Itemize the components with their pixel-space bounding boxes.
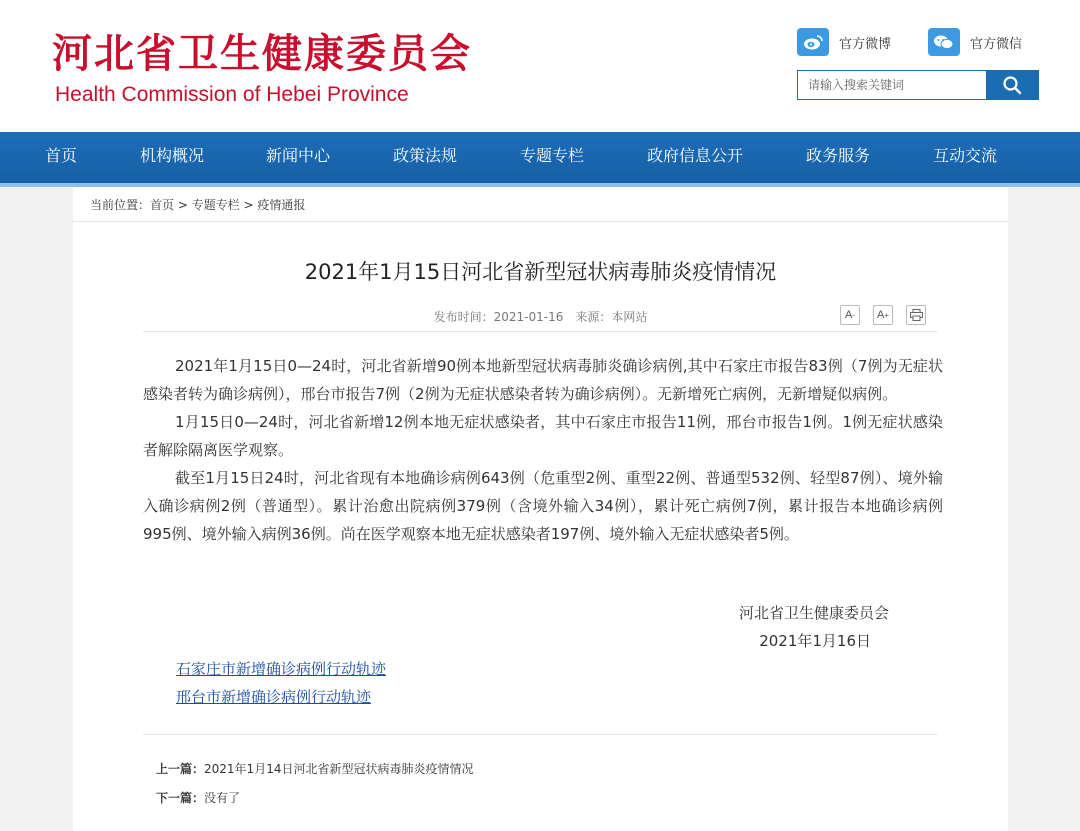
nav-item-home[interactable]: 首页: [45, 146, 78, 165]
article-toolbar: [840, 305, 926, 325]
prev-article[interactable]: [156, 755, 473, 784]
article-signature: [689, 599, 889, 655]
nav-item-services[interactable]: 政务服务: [806, 146, 871, 165]
next-article: [156, 784, 473, 813]
nav-item-interaction[interactable]: 互动交流: [933, 146, 998, 165]
breadcrumb-home[interactable]: 首页: [150, 198, 175, 212]
signature-date: 2021年1月16日: [759, 632, 871, 650]
font-decrease-label: A: [844, 309, 853, 321]
link-shijiazhuang-trajectory[interactable]: 石家庄市新增确诊病例行动轨迹: [176, 660, 387, 678]
prev-label: 上一篇：: [156, 762, 205, 776]
divider: [143, 734, 938, 735]
breadcrumb-separator: >: [174, 198, 192, 212]
weibo-icon[interactable]: [797, 28, 829, 56]
signature-org: 河北省卫生健康委员会: [738, 604, 889, 622]
breadcrumb-section[interactable]: 专题专栏: [191, 198, 240, 212]
breadcrumb: [90, 196, 305, 213]
breadcrumb-separator: >: [239, 198, 258, 212]
article-title: 2021年1月15日河北省新型冠状病毒肺炎疫情情况: [304, 260, 777, 284]
article-paragraph: 1月15日0—24时，河北省新增12例本地无症状感染者，其中石家庄市报告11例，邢台市报告1例。1例无症状感染者解除隔离医学观察。: [143, 413, 943, 459]
divider: [143, 331, 938, 332]
print-icon: [910, 309, 923, 321]
article-pagination: [156, 755, 473, 813]
site-header: [0, 0, 1080, 132]
nav-item-about[interactable]: 机构概况: [140, 146, 205, 165]
search-icon: [1002, 75, 1022, 95]
nav-item-policy[interactable]: 政策法规: [393, 146, 458, 165]
weibo-label[interactable]: 官方微博: [839, 36, 892, 52]
font-increase-button[interactable]: A +: [873, 305, 893, 325]
wechat-label[interactable]: 官方微信: [970, 36, 1023, 52]
next-title: 没有了: [204, 791, 241, 805]
link-xingtai-trajectory[interactable]: 邢台市新增确诊病例行动轨迹: [176, 688, 372, 706]
site-logo-cn[interactable]: 河北省卫生健康委员会: [52, 31, 472, 77]
article-paragraph: 截至1月15日24时，河北省现有本地确诊病例643例（危重型2例、重型22例、普通型532例、轻型87例）、境外输入确诊病例2例（普通型）。累计治愈出院病例379例（含境外输入34例），累计死亡病例7例，累计报告本地确诊病例995例、境外输入病例36例。尚在医学观察本地无症状感染者197例、境外输入无症状感染者5例。: [143, 469, 943, 543]
weibo-link[interactable]: [797, 28, 891, 56]
publish-time: 发布时间：2021-01-16: [433, 310, 564, 324]
wechat-link[interactable]: [928, 28, 1022, 56]
main-nav: [0, 132, 1080, 187]
article-paragraph: 2021年1月15日0—24时，河北省新增90例本地新型冠状病毒肺炎确诊病例,其中石家庄市报告83例（7例为无症状感染者转为确诊病例），邢台市报告7例（2例为无症状感染者转为确诊病例）。无新增死亡病例，无新增疑似病例。: [143, 357, 943, 403]
nav-item-special[interactable]: 专题专栏: [520, 146, 585, 165]
search-box: [797, 70, 1039, 100]
article-source: 来源：本网站: [575, 310, 648, 324]
next-label: 下一篇：: [156, 791, 205, 805]
article-body: [143, 352, 943, 548]
search-button[interactable]: [986, 71, 1038, 99]
related-links: [176, 655, 386, 711]
top-strip: [0, 0, 1080, 8]
divider: [73, 221, 1008, 222]
breadcrumb-current[interactable]: 疫情通报: [257, 198, 306, 212]
content-panel: [73, 187, 1008, 831]
site-logo-en[interactable]: Health Commission of Hebei Province: [55, 83, 409, 106]
prev-title[interactable]: 2021年1月14日河北省新型冠状病毒肺炎疫情情况: [204, 762, 474, 776]
nav-item-gov-info[interactable]: 政府信息公开: [647, 146, 744, 165]
breadcrumb-prefix: 当前位置：: [90, 198, 151, 212]
font-decrease-button[interactable]: A -: [840, 305, 860, 325]
print-button[interactable]: [906, 305, 926, 325]
nav-item-news[interactable]: 新闻中心: [266, 146, 331, 165]
wechat-icon[interactable]: [928, 28, 960, 56]
search-input[interactable]: [798, 71, 986, 99]
font-increase-label: A: [876, 309, 885, 321]
